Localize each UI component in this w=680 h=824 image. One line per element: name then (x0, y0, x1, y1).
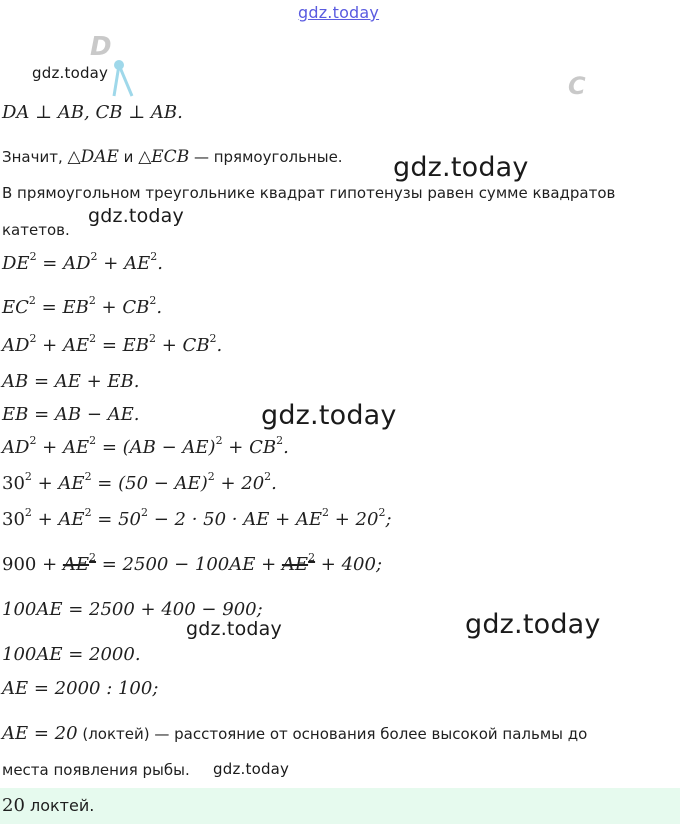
triangle-ecb: △ECB (138, 147, 190, 167)
result-statement (2, 723, 587, 744)
watermark: gdz.today (213, 760, 290, 778)
equation-sum-squares: $AD^2 + AE^2 = EB^2 + CB^2$. (2, 332, 223, 356)
equation-de-squared: $DE^2 = AD^2 + AE^2$. (2, 250, 163, 274)
equation-substituted: $AD^2 + AE^2 = (AB - AE)^2 + CB^2$. (2, 434, 289, 458)
watermark: gdz.today (88, 205, 184, 227)
result-description-continued: места появления рыбы. (2, 761, 190, 779)
answer-number: 20 (2, 795, 25, 816)
diagram-label-d: D (90, 32, 112, 62)
watermark-top-link[interactable]: gdz.today (298, 3, 380, 22)
equation-expanded: $30^2 + AE^2 = 50^2 - 2 \cdot 50$ · AE + $AE^2 + 20^2$; (2, 506, 392, 530)
equation-numeric: $30^2 + AE^2 = (50 - AE)^2 + 20^2$. (2, 470, 277, 494)
diagram-label-c: C (568, 72, 586, 100)
text-znachit: Значит, (2, 148, 68, 166)
diagram-fragment (108, 58, 138, 98)
answer (2, 795, 94, 816)
right-triangles-statement (2, 147, 343, 167)
watermark: gdz.today (186, 618, 282, 640)
result-value: AE = 20 (2, 723, 78, 744)
answer-box (0, 788, 680, 824)
equation-ec-squared: $EC^2 = EB^2 + CB^2$. (2, 294, 163, 318)
equation-ab: AB = AE + EB. (2, 371, 140, 392)
watermark: gdz.today (261, 400, 397, 431)
equation-eb: EB = AB − AE. (2, 404, 140, 425)
equation-ae-division: AE = 2000 : 100; (2, 678, 159, 699)
diagram-line-left (114, 65, 119, 96)
equation-100ae: 100AE = 2500 + 400 − 900; (2, 599, 263, 620)
text-and: и (118, 148, 139, 166)
result-description: (локтей) — расстояние от основания более высокой пальмы до (77, 725, 588, 743)
diagram-line-right (119, 65, 132, 96)
watermark: gdz.today (465, 609, 601, 640)
watermark: gdz.today (393, 152, 529, 183)
watermark: gdz.today (32, 64, 109, 82)
answer-unit: локтей. (24, 796, 95, 815)
text-right-triangles: — прямоугольные. (189, 148, 343, 166)
equation-100ae-2000: 100AE = 2000. (2, 644, 141, 665)
triangle-dae: △DAE (67, 147, 119, 167)
perpendicular-statement: DA ⊥ AB, CB ⊥ AB. (2, 102, 183, 123)
pythagoras-theorem-text: В прямоугольном треугольнике квадрат гипотенузы равен сумме квадратов катетов. (2, 184, 616, 239)
equation-cancelled: $900 + AE^2 = 2500 - 100AE + AE^2 + 400$; (2, 551, 383, 575)
